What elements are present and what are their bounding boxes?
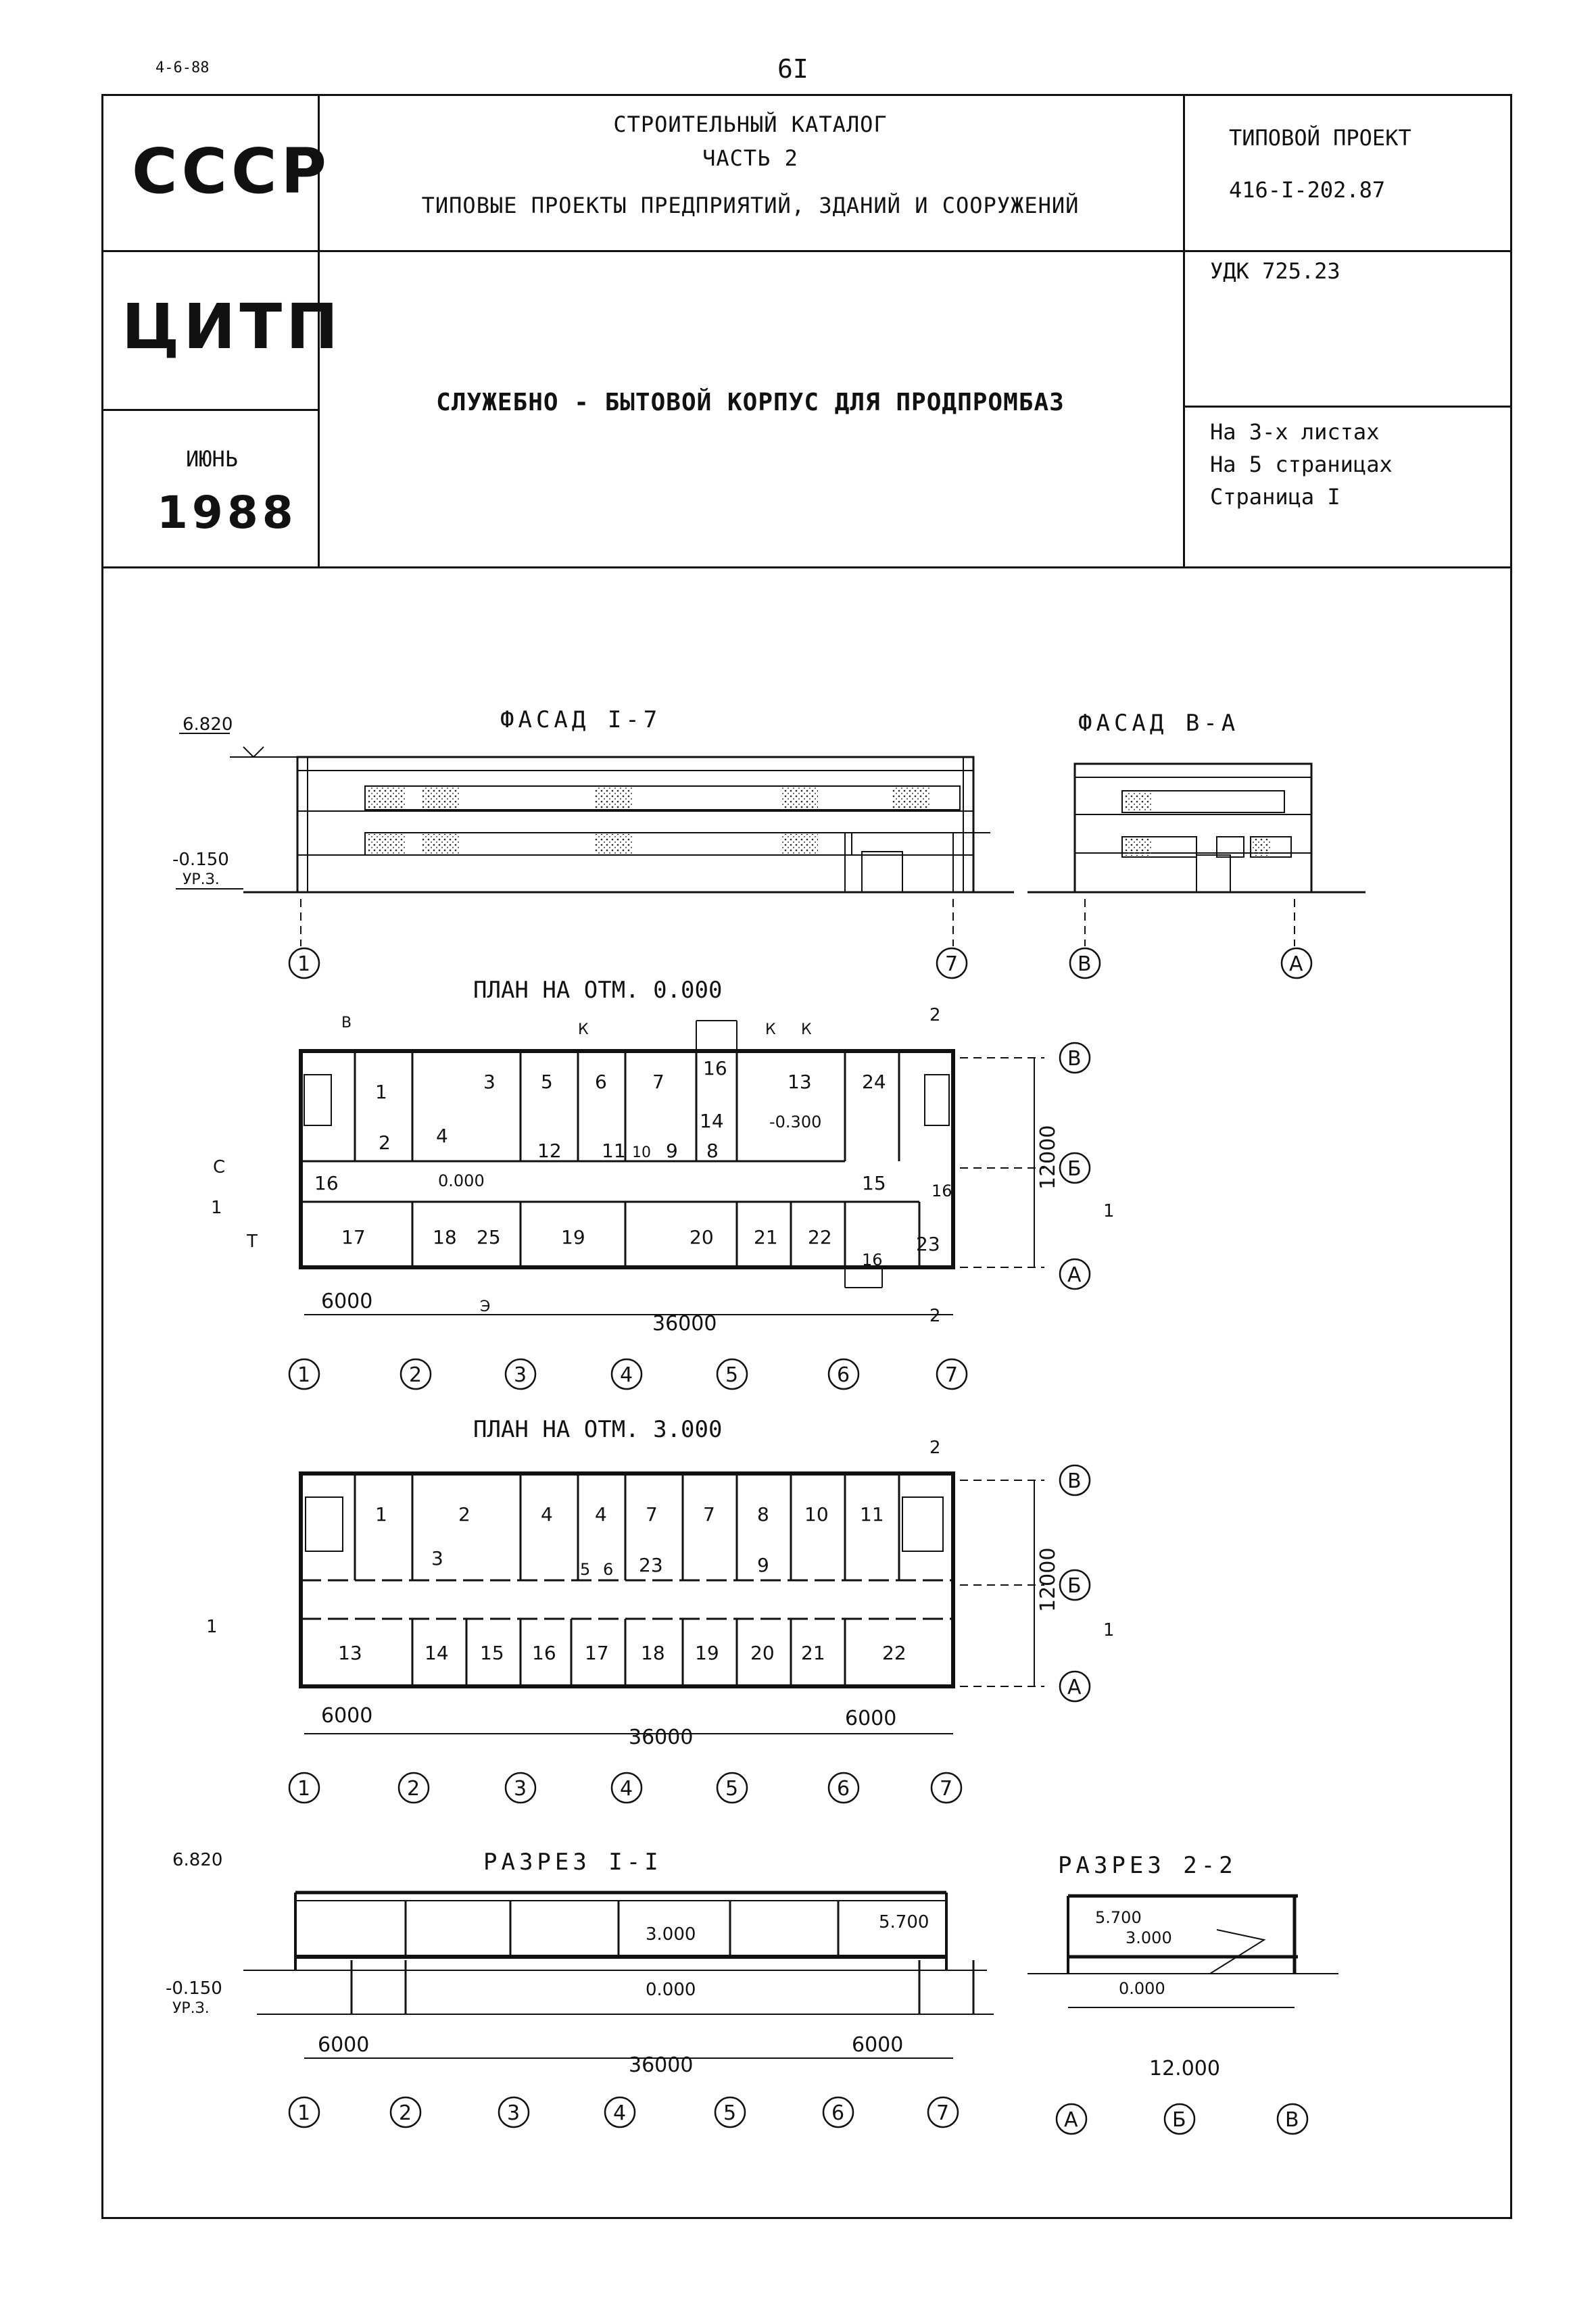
section-mark: 1: [211, 1198, 222, 1218]
facade-base-mark: -0.150: [172, 850, 229, 870]
axis-label: 6: [837, 1363, 850, 1387]
room-number: 12: [537, 1140, 562, 1162]
plan-3-title: ПЛАН НА ОТМ. 3.000: [473, 1416, 723, 1443]
room-number: 23: [916, 1233, 940, 1255]
year: 1988: [157, 487, 297, 539]
axis-label: 7: [940, 1777, 953, 1801]
room-number: 18: [641, 1642, 665, 1664]
entry-mark: Т: [247, 1232, 258, 1252]
room-number: 5: [580, 1560, 591, 1579]
project-code: 416-I-202.87: [1229, 177, 1386, 203]
axis-label: 4: [613, 2101, 627, 2125]
axis-label: 3: [507, 2101, 521, 2125]
room-number: 11: [602, 1140, 626, 1162]
level-mark: 6.820: [172, 1850, 223, 1870]
facade-1-7-title: ФАСАД I-7: [500, 706, 662, 733]
corner-code: 4-6-88: [155, 59, 210, 76]
axis-label: 5: [725, 1363, 739, 1387]
section-mark: 1: [1103, 1620, 1115, 1640]
ground-label: УР.З.: [172, 2000, 210, 2017]
plan-0-title: ПЛАН НА ОТМ. 0.000: [473, 977, 723, 1004]
page-index: Страница I: [1210, 484, 1340, 510]
plan-3-axes: [289, 1465, 1090, 1803]
axis-label: А: [1064, 2108, 1078, 2132]
room-number: 7: [652, 1071, 664, 1093]
room-number: 1: [375, 1081, 387, 1103]
dimension: 36000: [652, 1312, 717, 1336]
dimension: 12000: [1036, 1125, 1060, 1190]
room-number: 4: [595, 1503, 607, 1526]
catalog-line-2: ЧАСТЬ 2: [702, 145, 798, 171]
pages-count: На 5 страницах: [1210, 452, 1393, 477]
axis-label: 7: [936, 2101, 950, 2125]
room-number: 3: [483, 1071, 495, 1093]
facade-ground-label: УР.З.: [183, 871, 220, 888]
axis-label: В: [1067, 1047, 1082, 1071]
institute-title: ЦИТП: [122, 291, 343, 363]
room-number: 17: [341, 1226, 366, 1248]
level-mark: 3.000: [1126, 1928, 1172, 1947]
room-number: 15: [862, 1172, 886, 1194]
room-number: 19: [561, 1226, 585, 1248]
entry-mark: К: [765, 1021, 776, 1038]
dimension: 6000: [845, 1707, 897, 1730]
room-number: 13: [338, 1642, 362, 1664]
room-number: 24: [862, 1071, 886, 1093]
month: ИЮНЬ: [186, 446, 239, 472]
catalog-line-3: ТИПОВЫЕ ПРОЕКТЫ ПРЕДПРИЯТИЙ, ЗДАНИЙ И СООРУЖЕНИЙ: [421, 193, 1080, 218]
section-mark: 2: [929, 1306, 941, 1326]
section-1-title: РАЗРЕЗ I-I: [483, 1849, 662, 1876]
axis-label: 3: [514, 1363, 527, 1387]
axis-label: 3: [514, 1777, 527, 1801]
axis-label: 7: [945, 1363, 959, 1387]
room-number: 19: [695, 1642, 719, 1664]
section-2-labels: [1095, 1908, 1220, 2080]
axis-label: 6: [837, 1777, 850, 1801]
level-mark: -0.150: [166, 1978, 222, 1999]
plan-0-axes: [289, 1043, 1090, 1389]
room-number: 2: [379, 1131, 391, 1154]
entry-mark: С: [213, 1157, 226, 1177]
axis-label: В: [1285, 2108, 1299, 2132]
axis-label: 2: [407, 1777, 420, 1801]
section-1-labels: [166, 1850, 929, 2077]
dimension: 6000: [852, 2033, 904, 2057]
axis-label: А: [1067, 1676, 1082, 1699]
level-mark: 0.000: [646, 1980, 696, 2000]
catalog-line-1: СТРОИТЕЛЬНЫЙ КАТАЛОГ: [613, 112, 888, 137]
section-mark: 2: [929, 1005, 941, 1025]
plan-3-labels: [206, 1438, 1115, 1749]
room-number: 2: [458, 1503, 470, 1526]
level-mark: 5.700: [879, 1912, 929, 1932]
plan-3: [301, 1473, 1044, 1734]
room-number: 4: [541, 1503, 553, 1526]
entry-mark: К: [578, 1021, 589, 1038]
project-label: ТИПОВОЙ ПРОЕКТ: [1229, 125, 1411, 151]
axis-label: 1: [297, 1777, 311, 1801]
room-number: 20: [690, 1226, 714, 1248]
room-number: 22: [882, 1642, 906, 1664]
dimension: 36000: [629, 1726, 694, 1749]
room-number: 16: [932, 1181, 952, 1200]
room-number: 8: [757, 1503, 769, 1526]
room-number: 18: [433, 1226, 457, 1248]
facade-1-7: [172, 714, 1014, 946]
room-number: 16: [314, 1172, 339, 1194]
axis-label: 2: [409, 1363, 422, 1387]
axis-label: 1: [297, 952, 311, 976]
room-number: 15: [480, 1642, 504, 1664]
axis-label: А: [1289, 952, 1303, 976]
section-1-axes: [289, 2097, 958, 2127]
axis-label: 5: [725, 1777, 739, 1801]
section-2-axes: [1057, 2104, 1307, 2134]
axis-label: В: [1078, 952, 1092, 976]
axis-label: В: [1067, 1469, 1082, 1493]
room-number: 10: [632, 1144, 651, 1161]
room-number: 6: [595, 1071, 607, 1093]
dimension: 36000: [629, 2053, 694, 2077]
room-number: 1: [375, 1503, 387, 1526]
room-number: 16: [532, 1642, 556, 1664]
axis-label: 5: [723, 2101, 737, 2125]
axis-label: Б: [1172, 2108, 1186, 2132]
section-mark: 1: [206, 1617, 218, 1637]
dimension: 6000: [321, 1704, 373, 1728]
section-2: [1027, 1896, 1338, 2007]
room-number: 10: [804, 1503, 829, 1526]
dimension: 6000: [321, 1290, 373, 1313]
facade-top-mark: 6.820: [183, 714, 233, 735]
room-number: 9: [666, 1140, 678, 1162]
axis-label: Б: [1067, 1574, 1082, 1598]
room-number: 9: [757, 1554, 769, 1576]
plan-0: [301, 1021, 1044, 1315]
axis-label: 1: [297, 1363, 311, 1387]
room-number: 25: [477, 1226, 501, 1248]
axis-label: 1: [297, 2101, 311, 2125]
facade-v-a: [1027, 764, 1365, 946]
axis-label: 4: [620, 1777, 633, 1801]
room-number: 14: [425, 1642, 449, 1664]
room-number: 22: [808, 1226, 832, 1248]
org-title: СССР: [132, 135, 331, 208]
room-number: 13: [788, 1071, 812, 1093]
sheets-count: На 3-х листах: [1210, 419, 1380, 445]
room-number: 7: [703, 1503, 715, 1526]
axis-label: А: [1067, 1263, 1082, 1287]
room-number: 7: [646, 1503, 658, 1526]
axis-label: 6: [831, 2101, 845, 2125]
room-number: 23: [639, 1554, 663, 1576]
page-number: 6I: [777, 54, 808, 84]
dimension: 12000: [1036, 1547, 1060, 1612]
dimension: 12.000: [1149, 2057, 1220, 2080]
room-number: 3: [431, 1547, 443, 1569]
axis-label: Б: [1067, 1157, 1082, 1181]
axis-label: 4: [620, 1363, 633, 1387]
axis-label: 7: [945, 952, 959, 976]
room-number: 4: [436, 1125, 448, 1147]
level-mark: 0.000: [438, 1171, 485, 1190]
room-number: 20: [750, 1642, 775, 1664]
room-number: 8: [706, 1140, 719, 1162]
section-2-title: РАЗРЕЗ 2-2: [1058, 1852, 1237, 1879]
section-mark: 1: [1103, 1201, 1115, 1221]
level-mark: 0.000: [1119, 1979, 1165, 1998]
level-mark: 3.000: [646, 1924, 696, 1945]
section-mark: 2: [929, 1438, 941, 1458]
entry-mark: В: [341, 1015, 352, 1031]
level-mark: 5.700: [1095, 1908, 1142, 1927]
room-number: 21: [801, 1642, 825, 1664]
level-mark: -0.300: [769, 1113, 822, 1131]
room-number: 14: [700, 1110, 724, 1132]
document-title: СЛУЖЕБНО - БЫТОВОЙ КОРПУС ДЛЯ ПРОДПРОМБАЗ: [436, 389, 1065, 416]
dimension: 6000: [318, 2033, 370, 2057]
facade-v-a-title: ФАСАД В-А: [1078, 710, 1240, 737]
room-number: 11: [860, 1503, 884, 1526]
room-number: 5: [541, 1071, 553, 1093]
room-number: 17: [585, 1642, 609, 1664]
room-number: 16: [703, 1057, 727, 1079]
plan-0-labels: [211, 1005, 1115, 1336]
room-number: 6: [603, 1560, 614, 1579]
room-number: 16: [862, 1250, 883, 1269]
room-number: 21: [754, 1226, 778, 1248]
axis-label: 2: [399, 2101, 412, 2125]
udc-code: УДК 725.23: [1210, 258, 1340, 284]
entry-mark: К: [801, 1021, 812, 1038]
entry-mark: Э: [480, 1298, 491, 1315]
